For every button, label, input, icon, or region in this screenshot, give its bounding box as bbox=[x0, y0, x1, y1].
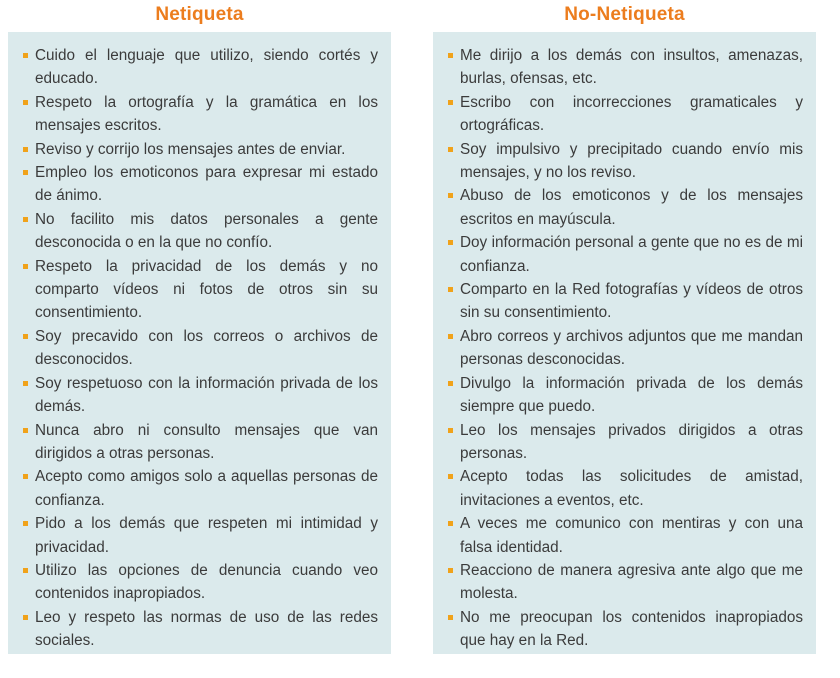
list-item bbox=[446, 91, 803, 138]
list-item-text: Utilizo las opciones de denuncia cuando veo contenidos inapropiados. bbox=[35, 561, 378, 603]
list-item-text: Abro correos y archivos adjuntos que me mandan personas desconocidas. bbox=[460, 327, 803, 369]
list-item-text: Leo y respeto las normas de uso de las redes sociales. bbox=[35, 608, 378, 650]
list-item-text: Abuso de los emoticonos y de los mensajes escritos en mayúscula. bbox=[460, 187, 803, 228]
bullet-square-icon bbox=[448, 615, 453, 620]
bullet-square-icon bbox=[23, 217, 28, 222]
no-netiqueta-box bbox=[433, 32, 816, 654]
netiqueta-list bbox=[21, 44, 378, 653]
bullet-square-icon bbox=[23, 521, 28, 526]
bullet-square-icon bbox=[23, 334, 28, 339]
list-item-text: Me dirijo a los demás con insultos, amenazas, burlas, ofensas, etc. bbox=[460, 47, 803, 88]
list-item-text: Doy información personal a gente que no es de mi confianza. bbox=[460, 234, 803, 275]
list-item-text: Comparto en la Red fotografías y vídeos de otros sin su consentimiento. bbox=[460, 281, 803, 322]
list-item bbox=[21, 372, 378, 419]
bullet-square-icon bbox=[448, 428, 453, 433]
bullet-square-icon bbox=[448, 53, 453, 58]
list-item-text: Respeto la privacidad de los demás y no comparto vídeos ni fotos de otros sin su consentimiento. bbox=[35, 257, 378, 322]
bullet-square-icon bbox=[448, 100, 453, 105]
list-item-text: Leo los mensajes privados dirigidos a otras personas. bbox=[460, 421, 803, 462]
netiqueta-box bbox=[8, 32, 391, 654]
bullet-square-icon bbox=[448, 287, 453, 292]
list-item bbox=[446, 559, 803, 606]
list-item-text: Cuido el lenguaje que utilizo, siendo cortés y educado. bbox=[35, 47, 378, 88]
list-item bbox=[446, 465, 803, 512]
bullet-square-icon bbox=[23, 568, 28, 573]
list-item-text: Respeto la ortografía y la gramática en los mensajes escritos. bbox=[35, 93, 378, 135]
list-item-text: Pido a los demás que respeten mi intimidad y privacidad. bbox=[35, 515, 378, 556]
bullet-square-icon bbox=[448, 147, 453, 152]
bullet-square-icon bbox=[448, 568, 453, 573]
list-item bbox=[21, 255, 378, 325]
list-item-text: Acepto como amigos solo a aquellas personas de confianza. bbox=[35, 468, 378, 509]
bullet-square-icon bbox=[23, 147, 28, 152]
list-item bbox=[446, 606, 803, 653]
list-item-text: Reviso y corrijo los mensajes antes de enviar. bbox=[35, 140, 346, 158]
list-item-text: Reacciono de manera agresiva ante algo que me molesta. bbox=[460, 561, 803, 603]
list-item-text: Acepto todas las solicitudes de amistad, invitaciones a eventos, etc. bbox=[460, 468, 803, 509]
bullet-square-icon bbox=[23, 474, 28, 479]
list-item-text: No facilito mis datos personales a gente desconocida o en la que no confío. bbox=[35, 210, 378, 252]
list-item bbox=[446, 372, 803, 419]
netiqueta-title: Netiqueta bbox=[155, 4, 244, 25]
list-item bbox=[446, 278, 803, 325]
list-item bbox=[21, 606, 378, 653]
list-item bbox=[446, 419, 803, 466]
list-item bbox=[21, 465, 378, 512]
bullet-square-icon bbox=[23, 428, 28, 433]
list-item-text: Soy precavido con los correos o archivos de desconocidos. bbox=[35, 327, 378, 369]
list-item bbox=[21, 161, 378, 208]
list-item bbox=[446, 231, 803, 278]
list-item bbox=[446, 44, 803, 91]
no-netiqueta-title: No-Netiqueta bbox=[564, 4, 685, 25]
bullet-square-icon bbox=[23, 170, 28, 175]
bullet-square-icon bbox=[23, 615, 28, 620]
list-item bbox=[21, 325, 378, 372]
bullet-square-icon bbox=[448, 521, 453, 526]
bullet-square-icon bbox=[448, 381, 453, 386]
bullet-square-icon bbox=[448, 474, 453, 479]
list-item bbox=[21, 208, 378, 255]
list-item bbox=[21, 138, 378, 161]
list-item bbox=[446, 184, 803, 231]
netiqueta-column bbox=[8, 0, 391, 650]
bullet-square-icon bbox=[23, 264, 28, 269]
bullet-square-icon bbox=[448, 193, 453, 198]
bullet-square-icon bbox=[23, 53, 28, 58]
no-netiqueta-column bbox=[433, 0, 816, 650]
no-netiqueta-list bbox=[446, 44, 803, 653]
list-item-text: Empleo los emoticonos para expresar mi estado de ánimo. bbox=[35, 164, 378, 205]
list-item bbox=[446, 138, 803, 185]
list-item bbox=[21, 91, 378, 138]
list-item-text: Nunca abro ni consulto mensajes que van dirigidos a otras personas. bbox=[35, 421, 378, 462]
list-item-text: Soy respetuoso con la información privada de los demás. bbox=[35, 374, 378, 416]
list-item bbox=[21, 419, 378, 466]
list-item-text: No me preocupan los contenidos inapropiados que hay en la Red. bbox=[460, 608, 803, 650]
list-item-text: Escribo con incorrecciones gramaticales y ortográficas. bbox=[460, 93, 803, 135]
list-item bbox=[21, 44, 378, 91]
bullet-square-icon bbox=[23, 100, 28, 105]
bullet-square-icon bbox=[448, 334, 453, 339]
list-item-text: A veces me comunico con mentiras y con una falsa identidad. bbox=[460, 515, 803, 556]
list-item bbox=[21, 559, 378, 606]
bullet-square-icon bbox=[448, 240, 453, 245]
list-item bbox=[21, 512, 378, 559]
bullet-square-icon bbox=[23, 381, 28, 386]
list-item bbox=[446, 325, 803, 372]
list-item-text: Soy impulsivo y precipitado cuando envío mis mensajes, y no los reviso. bbox=[460, 140, 803, 182]
list-item-text: Divulgo la información privada de los demás siempre que puedo. bbox=[460, 374, 803, 416]
list-item bbox=[446, 512, 803, 559]
